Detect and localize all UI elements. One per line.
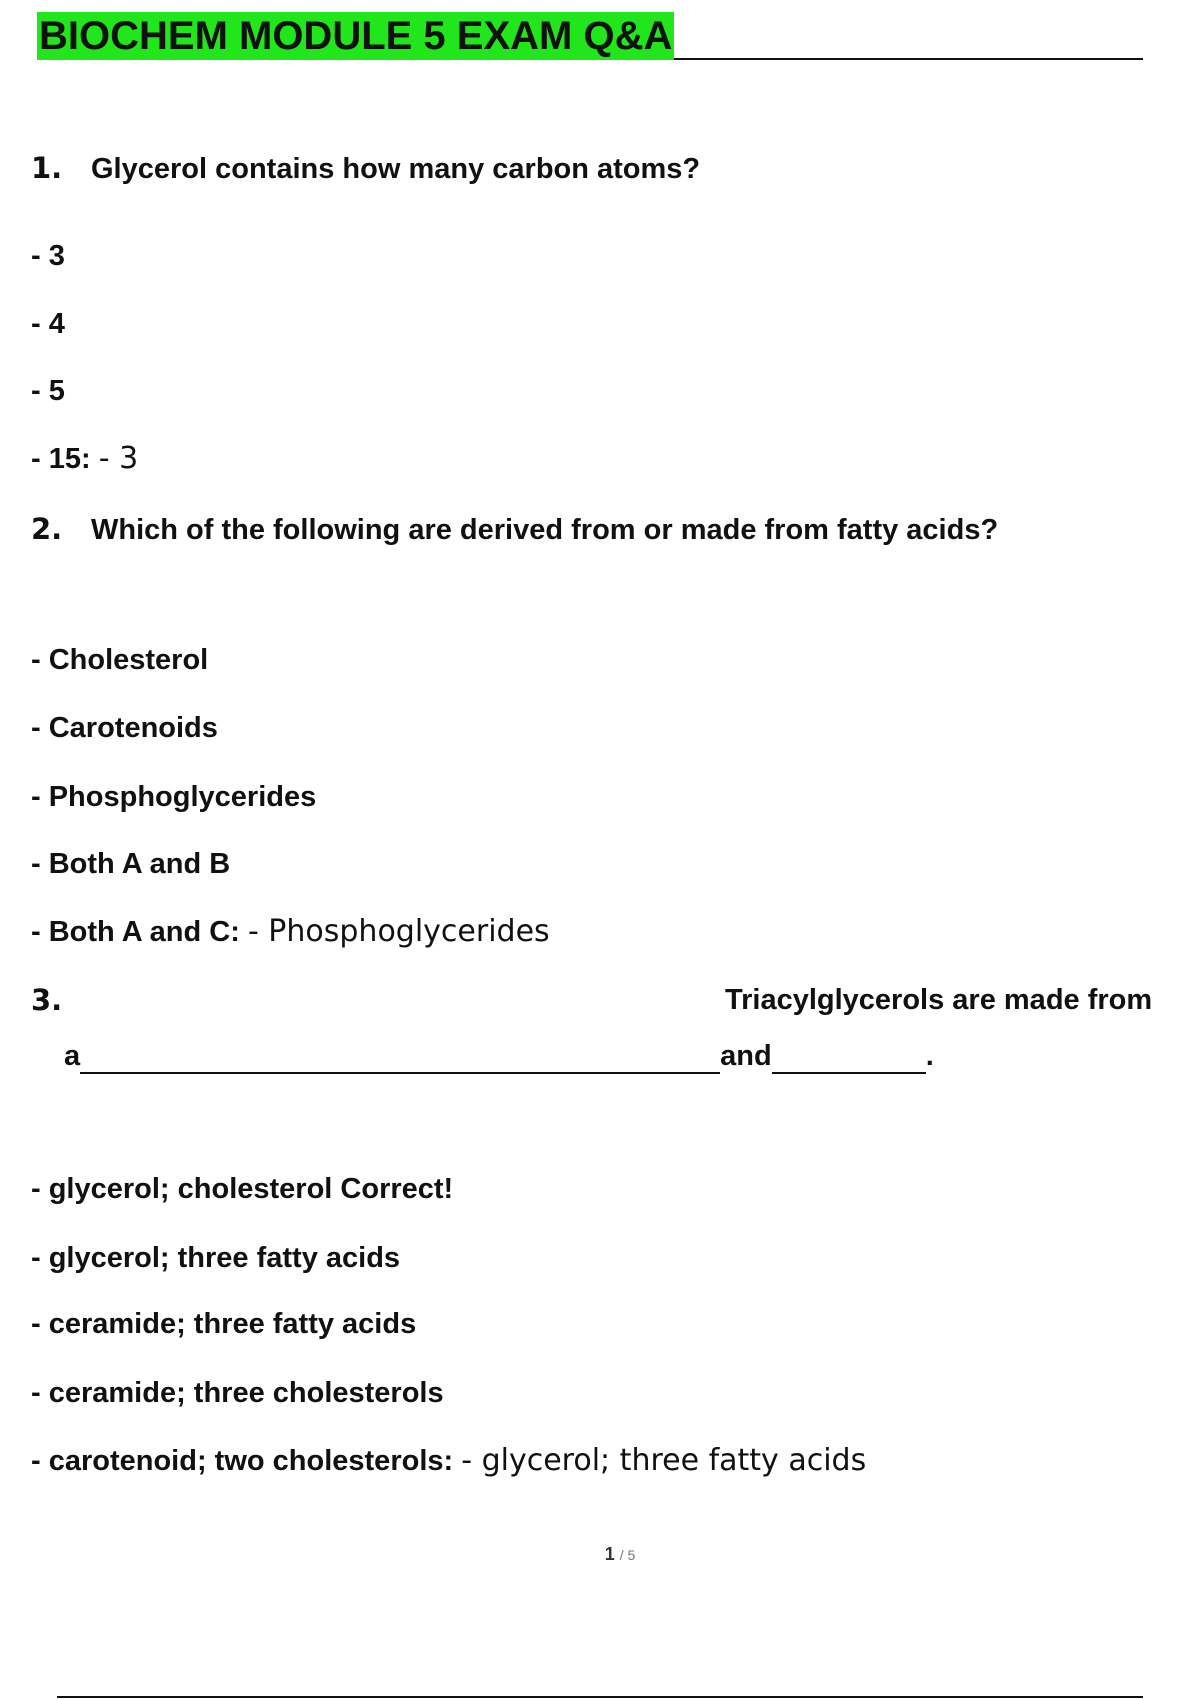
q3-option-2: - glycerol; three fatty acids (31, 1242, 401, 1274)
page-number (0, 1544, 1200, 1565)
q2-option-4: - Both A and B (31, 848, 231, 880)
question-3-text: Triacylglycerols are made from (725, 984, 1153, 1016)
q3-option-5 (31, 1443, 866, 1479)
q2-option-1: - Cholesterol (31, 644, 209, 676)
question-1 (31, 150, 700, 187)
q3-option-5-label: - carotenoid; two cholesterols: (31, 1445, 454, 1477)
page-total: / 5 (619, 1547, 636, 1563)
q2-option-5-label: - Both A and C: (31, 916, 240, 948)
question-3-number: 3. (31, 983, 63, 1017)
question-2 (31, 511, 998, 548)
question-1-text: Glycerol contains how many carbon atoms? (91, 153, 701, 185)
q3-text-and: and (720, 1040, 772, 1072)
q1-answer: - 3 (98, 441, 139, 476)
bottom-rule (57, 1696, 1143, 1698)
q3-option-1: - glycerol; cholesterol Correct! (31, 1173, 454, 1205)
page-current: 1 (604, 1544, 615, 1564)
question-3-blanks (64, 1038, 934, 1074)
title-row (37, 12, 1143, 60)
q3-text-end: . (925, 1040, 934, 1072)
q1-option-2: - 4 (31, 308, 65, 340)
question-2-number: 2. (31, 512, 63, 546)
q1-option-4-label: - 15: (31, 443, 91, 475)
document-title: BIOCHEM MODULE 5 EXAM Q&A (39, 14, 673, 58)
question-2-text: Which of the following are derived from or made from fatty acids? (91, 514, 999, 546)
q1-option-1: - 3 (31, 240, 65, 272)
q3-answer: - glycerol; three fatty acids (461, 1443, 867, 1478)
q1-option-3: - 5 (31, 375, 65, 407)
question-1-number: 1. (31, 151, 63, 185)
q2-option-3: - Phosphoglycerides (31, 781, 317, 813)
q3-blank-1 (80, 1040, 720, 1074)
q3-option-3: - ceramide; three fatty acids (31, 1308, 417, 1340)
q2-option-2: - Carotenoids (31, 712, 218, 744)
q3-blank-2 (772, 1040, 926, 1074)
q1-option-4 (31, 441, 138, 477)
q3-option-4: - ceramide; three cholesterols (31, 1377, 444, 1409)
q2-option-5 (31, 914, 550, 950)
q3-text-a: a (64, 1040, 81, 1072)
q2-answer: - Phosphoglycerides (247, 914, 550, 949)
